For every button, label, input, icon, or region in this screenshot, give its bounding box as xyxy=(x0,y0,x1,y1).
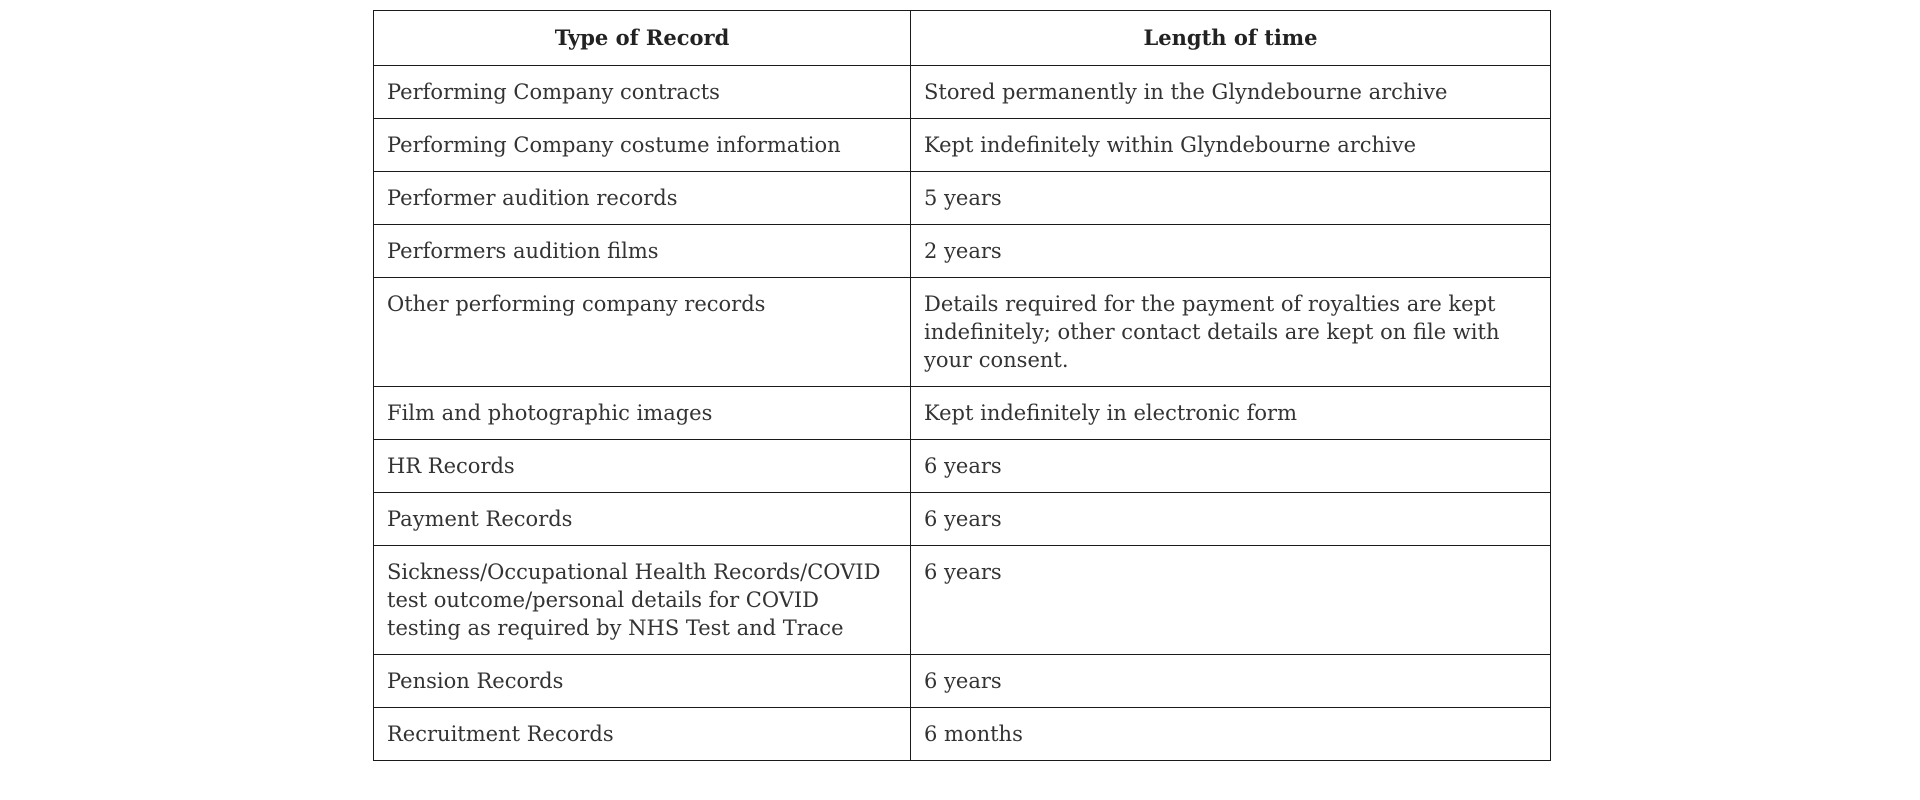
retention-period-cell: 6 years xyxy=(911,546,1551,655)
table-body xyxy=(374,66,1551,761)
table-row xyxy=(374,655,1551,708)
table-row xyxy=(374,66,1551,119)
retention-period-cell: 6 years xyxy=(911,493,1551,546)
record-type-cell: HR Records xyxy=(374,440,911,493)
retention-period-cell: Kept indefinitely in electronic form xyxy=(911,387,1551,440)
table-row xyxy=(374,225,1551,278)
header-type-of-record: Type of Record xyxy=(374,11,911,66)
retention-period-cell: 5 years xyxy=(911,172,1551,225)
record-type-cell: Payment Records xyxy=(374,493,911,546)
table-header xyxy=(374,11,1551,66)
retention-period-cell: Kept indefinitely within Glyndebourne archive xyxy=(911,119,1551,172)
table-row xyxy=(374,708,1551,761)
table-row xyxy=(374,493,1551,546)
retention-period-cell: 6 years xyxy=(911,440,1551,493)
record-type-cell: Performers audition films xyxy=(374,225,911,278)
record-type-cell: Other performing company records xyxy=(374,278,911,387)
retention-period-cell: Details required for the payment of royalties are kept indefinitely; other contact details are kept on file with your consent. xyxy=(911,278,1551,387)
record-type-cell: Performing Company contracts xyxy=(374,66,911,119)
table-row xyxy=(374,546,1551,655)
record-type-cell: Performing Company costume information xyxy=(374,119,911,172)
retention-period-cell: Stored permanently in the Glyndebourne archive xyxy=(911,66,1551,119)
record-type-cell: Pension Records xyxy=(374,655,911,708)
record-type-cell: Sickness/Occupational Health Records/COVID test outcome/personal details for COVID testing as required by NHS Test and Trace xyxy=(374,546,911,655)
table-row xyxy=(374,387,1551,440)
header-length-of-time: Length of time xyxy=(911,11,1551,66)
record-type-cell: Performer audition records xyxy=(374,172,911,225)
record-type-cell: Film and photographic images xyxy=(374,387,911,440)
retention-period-cell: 6 months xyxy=(911,708,1551,761)
table-row xyxy=(374,440,1551,493)
retention-period-cell: 6 years xyxy=(911,655,1551,708)
table-row xyxy=(374,278,1551,387)
table-row xyxy=(374,119,1551,172)
record-type-cell: Recruitment Records xyxy=(374,708,911,761)
retention-table xyxy=(373,10,1551,761)
header-row xyxy=(374,11,1551,66)
retention-period-cell: 2 years xyxy=(911,225,1551,278)
table-row xyxy=(374,172,1551,225)
